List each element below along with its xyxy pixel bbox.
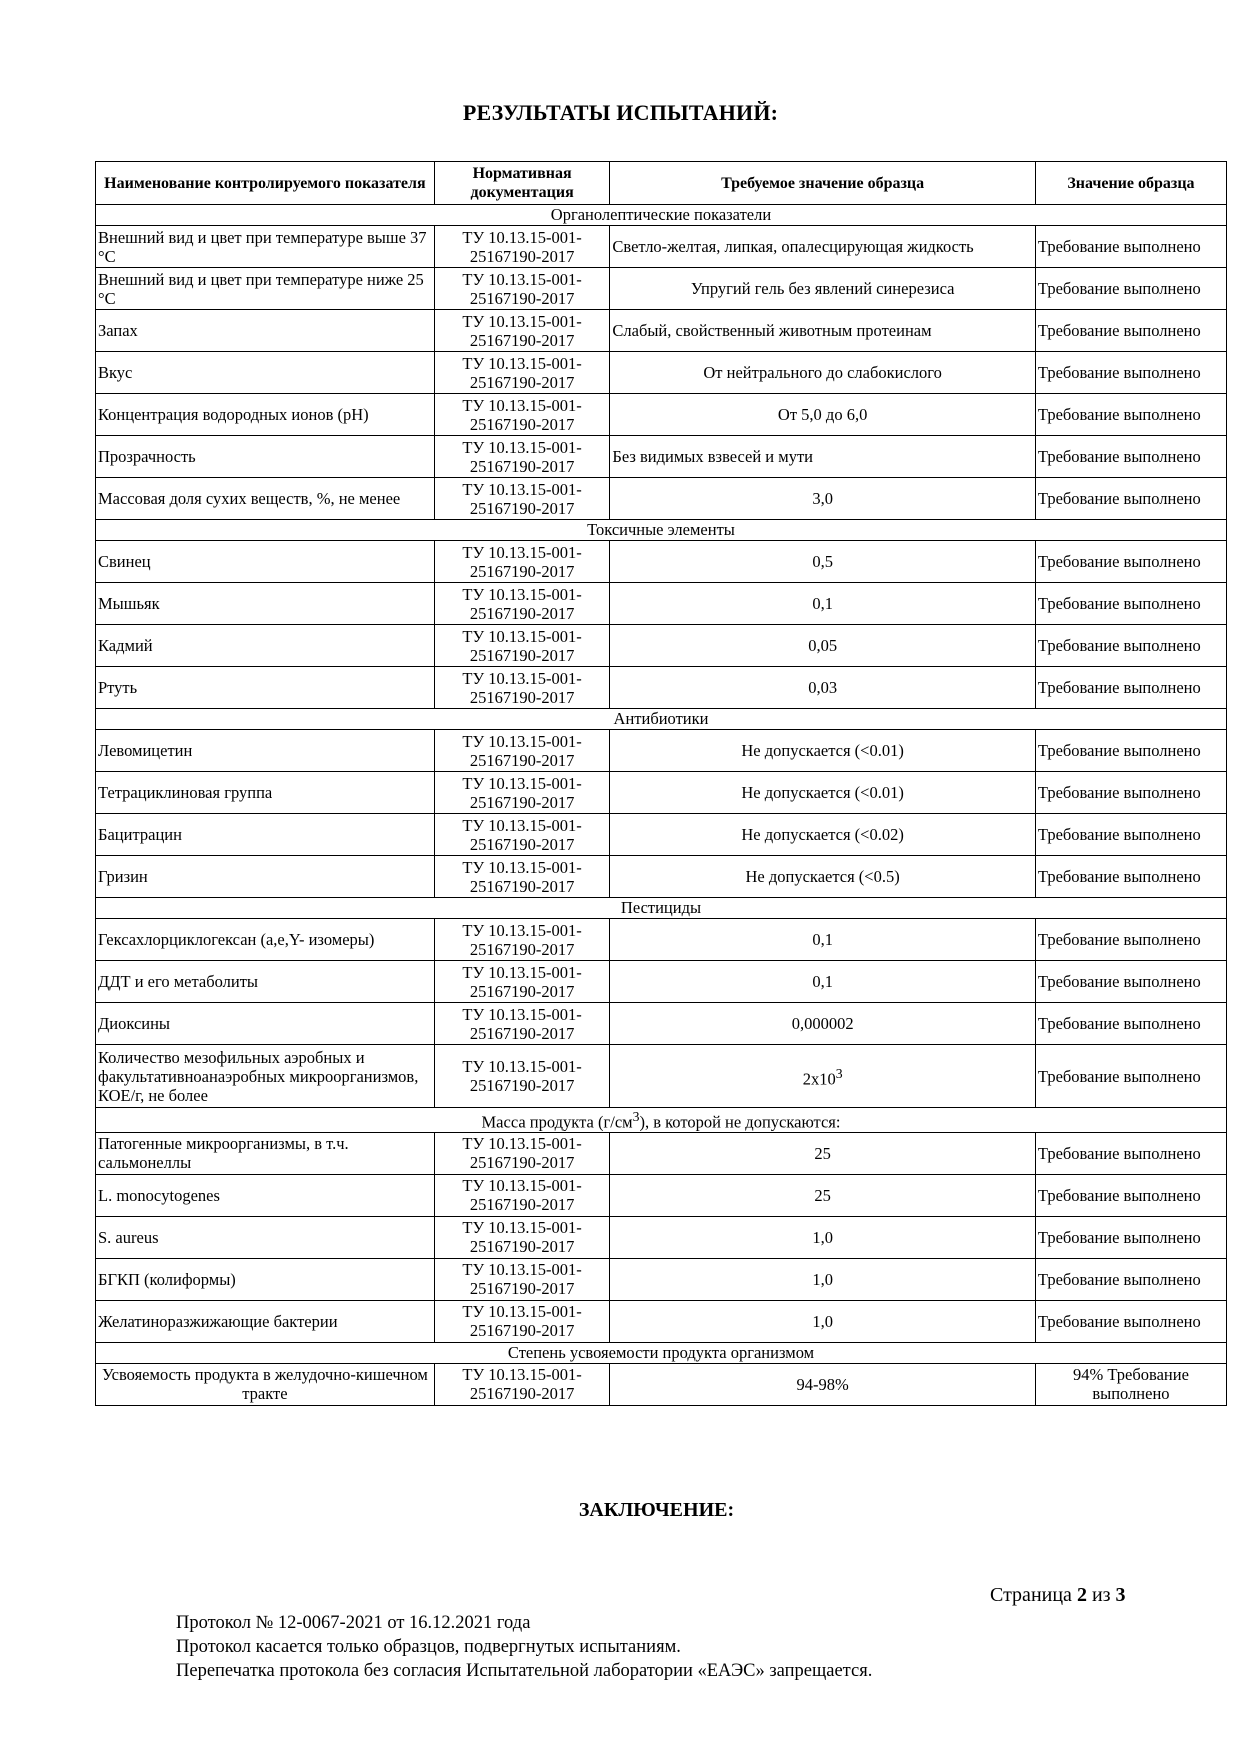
cell-sample-value: Требование выполнено: [1035, 1045, 1226, 1108]
cell-sample-value: Требование выполнено: [1035, 394, 1226, 436]
table-row: [96, 1258, 1227, 1300]
cell-documentation: ТУ 10.13.15-001-25167190-2017: [434, 625, 610, 667]
table-row: [96, 352, 1227, 394]
cell-indicator-name: Гексахлорциклогексан (a,e,Y- изомеры): [96, 919, 435, 961]
section-row: [96, 709, 1227, 730]
table-row: [96, 667, 1227, 709]
cell-sample-value: Требование выполнено: [1035, 1216, 1226, 1258]
cell-sample-value: Требование выполнено: [1035, 856, 1226, 898]
section-title-text: Токсичные элементы: [587, 520, 735, 539]
section-row: [96, 520, 1227, 541]
cell-documentation: ТУ 10.13.15-001-25167190-2017: [434, 961, 610, 1003]
cell-required-value: [610, 1300, 1036, 1342]
cell-documentation: ТУ 10.13.15-001-25167190-2017: [434, 1045, 610, 1108]
footer-line: Протокол № 12-0067-2021 от 16.12.2021 года: [176, 1613, 531, 1633]
table-row: [96, 583, 1227, 625]
required-value-text: 0,05: [808, 636, 838, 655]
cell-indicator-name: Прозрачность: [96, 436, 435, 478]
cell-sample-value: Требование выполнено: [1035, 1258, 1226, 1300]
cell-documentation: ТУ 10.13.15-001-25167190-2017: [434, 919, 610, 961]
required-value-exponent: 3: [835, 1065, 843, 1081]
cell-documentation: ТУ 10.13.15-001-25167190-2017: [434, 1216, 610, 1258]
table-row: [96, 1216, 1227, 1258]
footer-notes: [176, 1611, 872, 1683]
cell-required-value: [610, 1174, 1036, 1216]
cell-indicator-name: Внешний вид и цвет при температуре ниже 25 °С: [96, 268, 435, 310]
cell-indicator-name: Желатиноразжижающие бактерии: [96, 1300, 435, 1342]
cell-sample-value: Требование выполнено: [1035, 1003, 1226, 1045]
page-total: 3: [1115, 1584, 1126, 1606]
cell-documentation: ТУ 10.13.15-001-25167190-2017: [434, 268, 610, 310]
header-indicator: Наименование контролируемого показателя: [96, 162, 435, 205]
page-number: [990, 1584, 1126, 1607]
page-current: 2: [1076, 1584, 1087, 1606]
required-value-text: 0,000002: [791, 1014, 854, 1033]
cell-indicator-name: S. aureus: [96, 1216, 435, 1258]
section-row: [96, 898, 1227, 919]
cell-indicator-name: Левомицетин: [96, 730, 435, 772]
table-row: [96, 961, 1227, 1003]
table-row: [96, 625, 1227, 667]
results-title: РЕЗУЛЬТАТЫ ИСПЫТАНИЙ:: [462, 100, 779, 125]
cell-sample-value: Требование выполнено: [1035, 583, 1226, 625]
table-row: [96, 814, 1227, 856]
cell-sample-value: Требование выполнено: [1035, 226, 1226, 268]
table-header-row: [96, 162, 1227, 205]
cell-required-value: [610, 919, 1036, 961]
cell-indicator-name: Усвояемость продукта в желудочно-кишечном тракте: [96, 1363, 435, 1405]
cell-documentation: ТУ 10.13.15-001-25167190-2017: [434, 394, 610, 436]
cell-documentation: ТУ 10.13.15-001-25167190-2017: [434, 436, 610, 478]
cell-documentation: ТУ 10.13.15-001-25167190-2017: [434, 856, 610, 898]
cell-required-value: [610, 583, 1036, 625]
table-row: [96, 1132, 1227, 1174]
required-value-text: 2x10: [802, 1069, 836, 1089]
cell-indicator-name: Ртуть: [96, 667, 435, 709]
required-value-text: Без видимых взвесей и мути: [612, 447, 813, 466]
table-row: [96, 772, 1227, 814]
cell-sample-value: Требование выполнено: [1035, 772, 1226, 814]
required-value-text: 0,03: [808, 678, 838, 697]
required-value-text: От 5,0 до 6,0: [777, 405, 868, 424]
cell-documentation: ТУ 10.13.15-001-25167190-2017: [434, 667, 610, 709]
table-row: [96, 478, 1227, 520]
required-value-text: Не допускается (<0.01): [741, 741, 904, 760]
cell-required-value: [610, 1003, 1036, 1045]
section-title: [96, 1342, 1227, 1363]
table-row: [96, 919, 1227, 961]
header-required-value: Требуемое значение образца: [610, 162, 1036, 205]
footer-line: Протокол касается только образцов, подвергнутых испытаниям.: [176, 1637, 681, 1657]
cell-indicator-name: Внешний вид и цвет при температуре выше 37 °С: [96, 226, 435, 268]
section-title-superscript: 3: [632, 1109, 640, 1124]
cell-indicator-name: Мышьяк: [96, 583, 435, 625]
required-value-text: 3,0: [812, 489, 833, 508]
cell-required-value: [610, 394, 1036, 436]
table-row: [96, 268, 1227, 310]
cell-sample-value: Требование выполнено: [1035, 919, 1226, 961]
cell-required-value: [610, 310, 1036, 352]
cell-required-value: [610, 478, 1036, 520]
footer-line: Перепечатка протокола без согласия Испытательной лаборатории «ЕАЭС» запрещается.: [176, 1661, 873, 1681]
cell-required-value: [610, 961, 1036, 1003]
required-value-text: Не допускается (<0.02): [741, 825, 904, 844]
required-value-text: 94-98%: [796, 1374, 849, 1394]
cell-required-value: [610, 1258, 1036, 1300]
section-title-tail: ), в которой не допускаются:: [639, 1112, 841, 1132]
cell-documentation: ТУ 10.13.15-001-25167190-2017: [434, 226, 610, 268]
table-row: [96, 1174, 1227, 1216]
section-title: [96, 205, 1227, 226]
required-value-text: 1,0: [812, 1311, 833, 1331]
cell-documentation: ТУ 10.13.15-001-25167190-2017: [434, 730, 610, 772]
required-value-text: От нейтрального до слабокислого: [703, 363, 942, 382]
table-row: [96, 541, 1227, 583]
cell-required-value: [610, 226, 1036, 268]
required-value-text: Светло-желтая, липкая, опалесцирующая жидкость: [612, 237, 974, 256]
section-title: [96, 1108, 1227, 1133]
table-row: [96, 436, 1227, 478]
section-title-text: Масса продукта (г/см: [481, 1112, 633, 1132]
required-value-text: 1,0: [812, 1269, 833, 1289]
cell-documentation: ТУ 10.13.15-001-25167190-2017: [434, 541, 610, 583]
cell-indicator-name: ДДТ и его метаболиты: [96, 961, 435, 1003]
cell-required-value: [610, 814, 1036, 856]
cell-documentation: ТУ 10.13.15-001-25167190-2017: [434, 1258, 610, 1300]
cell-indicator-name: Количество мезофильных аэробных и факультативноанаэробных микроорганизмов, КОЕ/г, не более: [96, 1045, 435, 1108]
required-value-text: 0,1: [812, 594, 833, 613]
cell-documentation: ТУ 10.13.15-001-25167190-2017: [434, 1174, 610, 1216]
cell-indicator-name: Концентрация водородных ионов (рН): [96, 394, 435, 436]
cell-documentation: ТУ 10.13.15-001-25167190-2017: [434, 1300, 610, 1342]
table-body: [96, 205, 1227, 1406]
section-row: [96, 1108, 1227, 1133]
cell-documentation: ТУ 10.13.15-001-25167190-2017: [434, 352, 610, 394]
cell-documentation: ТУ 10.13.15-001-25167190-2017: [434, 1003, 610, 1045]
cell-indicator-name: Запах: [96, 310, 435, 352]
page-sep: из: [1091, 1584, 1111, 1606]
cell-sample-value: Требование выполнено: [1035, 1132, 1226, 1174]
table-row: [96, 730, 1227, 772]
section-title-text: Степень усвояемости продукта организмом: [507, 1342, 815, 1362]
cell-sample-value: Требование выполнено: [1035, 541, 1226, 583]
cell-required-value: [610, 1363, 1036, 1405]
cell-sample-value: Требование выполнено: [1035, 268, 1226, 310]
cell-required-value: [610, 772, 1036, 814]
required-value-text: 1,0: [812, 1227, 833, 1247]
cell-indicator-name: Патогенные микроорганизмы, в т.ч. сальмонеллы: [96, 1132, 435, 1174]
cell-indicator-name: Кадмий: [96, 625, 435, 667]
cell-sample-value: Требование выполнено: [1035, 1174, 1226, 1216]
conclusion-heading: ЗАКЛЮЧЕНИЕ:: [578, 1499, 735, 1521]
cell-sample-value: Требование выполнено: [1035, 961, 1226, 1003]
cell-sample-value: Требование выполнено: [1035, 625, 1226, 667]
cell-sample-value: Требование выполнено: [1035, 436, 1226, 478]
required-value-text: 0,5: [812, 552, 833, 571]
cell-sample-value: Требование выполнено: [1035, 1300, 1226, 1342]
header-documentation: Нормативная документация: [434, 162, 610, 205]
cell-required-value: [610, 352, 1036, 394]
cell-required-value: [610, 1216, 1036, 1258]
cell-indicator-name: Диоксины: [96, 1003, 435, 1045]
table-row: [96, 1300, 1227, 1342]
cell-sample-value: Требование выполнено: [1035, 667, 1226, 709]
cell-indicator-name: Вкус: [96, 352, 435, 394]
cell-sample-value: Требование выполнено: [1035, 478, 1226, 520]
table-row: [96, 226, 1227, 268]
section-title: [96, 520, 1227, 541]
section-row: [96, 205, 1227, 226]
required-value-text: Слабый, свойственный животным протеинам: [612, 321, 932, 340]
required-value-text: Не допускается (<0.01): [741, 783, 904, 802]
required-value-text: Упругий гель без явлений синерезиса: [690, 279, 955, 298]
cell-required-value: [610, 1132, 1036, 1174]
cell-documentation: ТУ 10.13.15-001-25167190-2017: [434, 1132, 610, 1174]
cell-sample-value: Требование выполнено: [1035, 814, 1226, 856]
cell-indicator-name: Бацитрацин: [96, 814, 435, 856]
required-value-text: 0,1: [812, 972, 833, 991]
cell-required-value: [610, 541, 1036, 583]
section-title-text: Антибиотики: [613, 709, 709, 728]
header-sample-value: Значение образца: [1035, 162, 1226, 205]
table-row: [96, 1003, 1227, 1045]
cell-required-value: [610, 268, 1036, 310]
cell-sample-value: Требование выполнено: [1035, 730, 1226, 772]
page-prefix: Страница: [990, 1584, 1072, 1606]
cell-indicator-name: БГКП (колиформы): [96, 1258, 435, 1300]
cell-indicator-name: Гризин: [96, 856, 435, 898]
cell-required-value: [610, 436, 1036, 478]
cell-indicator-name: L. monocytogenes: [96, 1174, 435, 1216]
cell-indicator-name: Свинец: [96, 541, 435, 583]
cell-sample-value: Требование выполнено: [1035, 352, 1226, 394]
cell-documentation: ТУ 10.13.15-001-25167190-2017: [434, 814, 610, 856]
table-row: [96, 310, 1227, 352]
table-row: [96, 1045, 1227, 1108]
cell-documentation: ТУ 10.13.15-001-25167190-2017: [434, 583, 610, 625]
cell-documentation: ТУ 10.13.15-001-25167190-2017: [434, 478, 610, 520]
table-row: [96, 394, 1227, 436]
cell-required-value: [610, 730, 1036, 772]
cell-required-value: [610, 625, 1036, 667]
cell-indicator-name: Массовая доля сухих веществ, %, не менее: [96, 478, 435, 520]
section-row: [96, 1342, 1227, 1363]
required-value-text: 25: [814, 1185, 831, 1205]
cell-sample-value: Требование выполнено: [1035, 310, 1226, 352]
required-value-text: Не допускается (<0.5): [745, 867, 900, 886]
section-title: [96, 898, 1227, 919]
section-title-text: Пестициды: [620, 898, 702, 917]
cell-indicator-name: Тетрациклиновая группа: [96, 772, 435, 814]
cell-sample-value: 94% Требование выполнено: [1035, 1363, 1226, 1405]
table-row: [96, 856, 1227, 898]
section-title-text: Органолептические показатели: [550, 205, 772, 224]
cell-documentation: ТУ 10.13.15-001-25167190-2017: [434, 1363, 610, 1405]
cell-documentation: ТУ 10.13.15-001-25167190-2017: [434, 772, 610, 814]
table-row: [96, 1363, 1227, 1405]
section-title: [96, 709, 1227, 730]
results-table: [95, 161, 1227, 1406]
cell-required-value: [610, 1045, 1036, 1108]
required-value-text: 25: [814, 1143, 831, 1163]
cell-documentation: ТУ 10.13.15-001-25167190-2017: [434, 310, 610, 352]
cell-required-value: [610, 667, 1036, 709]
cell-required-value: [610, 856, 1036, 898]
required-value-text: 0,1: [812, 930, 833, 949]
